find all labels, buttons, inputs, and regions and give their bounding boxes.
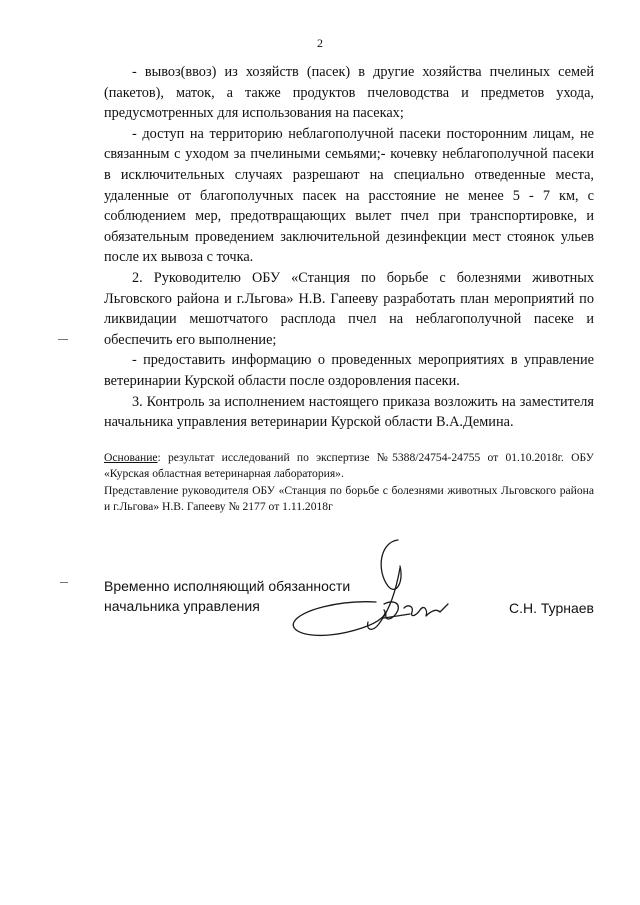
signatory-name: С.Н. Турнаев bbox=[508, 600, 594, 616]
basis-line-2: Представление руководителя ОБУ «Станция по борьбе с болезнями животных Льговского района и г.Льгова» Н.В. Гапееву № 2177 от 1.11.2018г bbox=[104, 484, 594, 513]
paragraph-report-info: - предоставить информацию о проведенных мероприятиях в управление ветеринарии Курской области после оздоровления пасеки. bbox=[104, 352, 594, 389]
paragraph-access-ban: - доступ на территорию неблагополучной пасеки посторонним лицам, не связанным с уходом за пчелиными семьями;- кочевку неблагополучной пасеки в исключительных случаях разрешают на специально отведенные места, удаленные от благополучных пасек на расстояние не менее 5 - 7 км, с соблюдением мер, предотвращающих вылет пчел при транспортировке, и обязательным проведением заключительной дезинфекции мест стоянок ульев после их вывоза с точка. bbox=[104, 125, 594, 266]
handwritten-signature bbox=[280, 530, 460, 655]
paragraph-item-2: 2. Руководителю ОБУ «Станция по борьбе с болезнями животных Льговского района и г.Льгова» Н.В. Гапееву разработать план мероприятий по ликвидации мешотчатого расплода пчел на неблагополучной пасеке и обеспечить его выполнение; bbox=[104, 269, 594, 348]
signatory-title-line-1: Временно исполняющий обязанности bbox=[104, 578, 351, 594]
paragraph-export-ban: - вывоз(ввоз) из хозяйств (пасек) в другие хозяйства пчелиных семей (пакетов), маток, а также продуктов пчеловодства и предметов ухода, предусмотренных для использования на пасеках; bbox=[104, 64, 594, 122]
scan-mark-2 bbox=[60, 582, 68, 583]
paragraph-item-3: 3. Контроль за исполнением настоящего приказа возложить на заместителя начальника управления ветеринарии Курской области В.А.Демина. bbox=[104, 393, 594, 431]
basis-section bbox=[104, 450, 594, 516]
order-body bbox=[104, 62, 594, 433]
basis-line-1 bbox=[104, 450, 594, 482]
page-number: 2 bbox=[317, 36, 323, 50]
signatory-title-line-2: начальника управления bbox=[104, 598, 260, 614]
scan-mark-1 bbox=[58, 339, 68, 340]
basis-text-1: : результат исследований по экспертизе №5388/24754-24755 от 01.10.2018г. ОБУ «Курская областная ветеринарная лаборатория». bbox=[104, 451, 594, 480]
basis-label: Основание bbox=[104, 451, 158, 464]
